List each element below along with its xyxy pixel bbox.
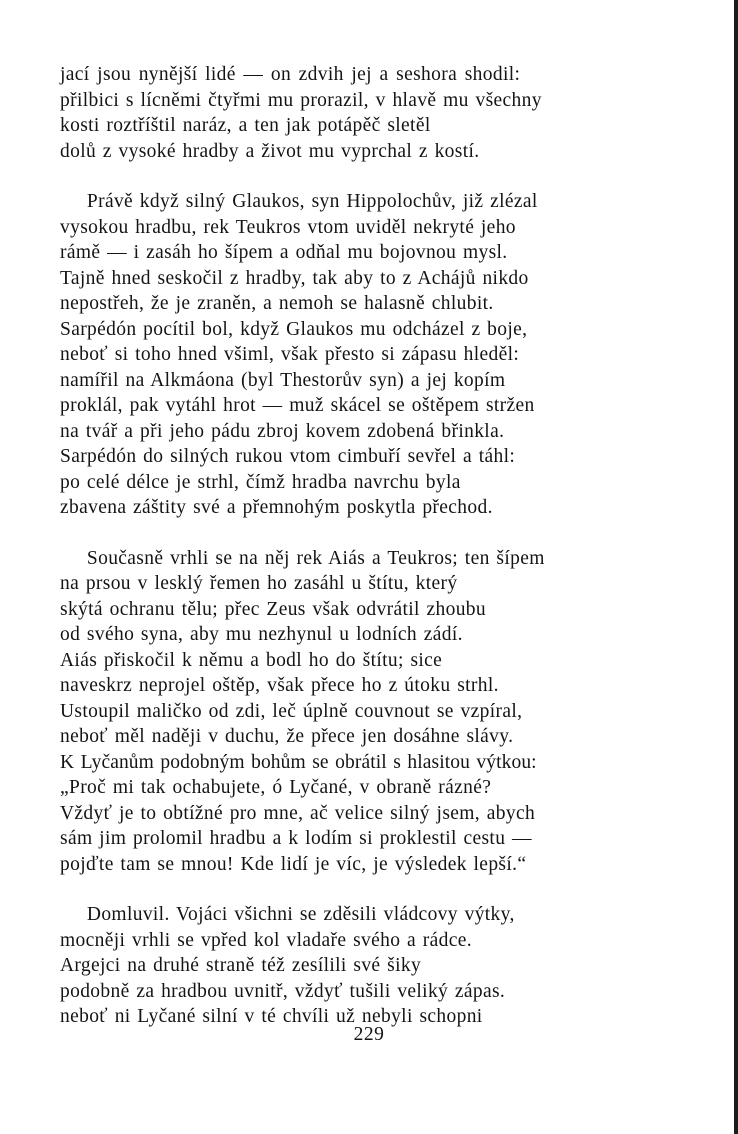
paragraph-4 <box>60 902 660 1030</box>
text-line: Aiás přiskočil k němu a bodl ho do štítu; sice <box>60 649 443 671</box>
paragraph-2 <box>60 189 660 521</box>
page-number: 229 <box>353 1024 385 1045</box>
text-line: vysokou hradbu, rek Teukros vtom uviděl nekryté jeho <box>60 216 516 238</box>
text-line: proklál, pak vytáhl hrot — muž skácel se oštěpem stržen <box>60 395 535 416</box>
text-line: od svého syna, aby mu nezhynul u lodních zádí. <box>60 624 463 645</box>
text-line: podobně za hradbou uvnitř, vždyť tušili veliký zápas. <box>60 980 506 1002</box>
text-line: nepostřeh, že je zraněn, a nemoh se halasně chlubit. <box>60 293 494 314</box>
text-line: K Lyčanům podobným bohům se obrátil s hlasitou výtkou: <box>60 751 537 773</box>
text-line: kosti roztříštil naráz, a ten jak potápěč sletěl <box>60 115 431 136</box>
text-line: Současně vrhli se na něj rek Aiás a Teukros; ten šípem <box>60 547 545 569</box>
text-line: zbavena záštity své a přemnohým poskytla přechod. <box>60 497 493 518</box>
paragraph-3 <box>60 546 660 878</box>
text-line: neboť ni Lyčané silní v té chvíli už nebyli schopni <box>60 1006 483 1027</box>
text-line: Tajně hned seskočil z hradby, tak aby to z Achájů nikdo <box>60 267 529 289</box>
text-line: Sarpédón do silných rukou vtom cimbuří sevřel a táhl: <box>60 446 516 467</box>
text-line: po celé délce je strhl, čímž hradba navrchu byla <box>60 471 461 493</box>
text-line: na prsou v lesklý řemen ho zasáhl u štítu, který <box>60 573 458 594</box>
text-line: neboť měl naději v duchu, že přece jen dosáhne slávy. <box>60 726 514 747</box>
text-line: „Proč mi tak ochabujete, ó Lyčané, v obraně rázné? <box>60 777 492 798</box>
paragraph-gap <box>60 877 660 902</box>
text-line: Vždyť je to obtížné pro mne, ač velice silný jsem, abych <box>60 802 536 824</box>
text-line: na tvář a při jeho pádu zbroj kovem zdobená břinkla. <box>60 420 505 442</box>
text-line: Domluvil. Vojáci všichni se zděsili vládcovy výtky, <box>60 904 515 925</box>
text-line: Právě když silný Glaukos, syn Hippolochův, již zlézal <box>60 191 538 212</box>
body-text <box>60 62 660 1030</box>
text-line: neboť si toho hned všiml, však přesto si zápasu hleděl: <box>60 344 520 365</box>
paragraph-gap <box>60 521 660 546</box>
text-line: mocněji vrhli se vpřed kol vladaře svého a rádce. <box>60 929 472 951</box>
text-line: namířil na Alkmáona (byl Thestorův syn) a jej kopím <box>60 369 506 391</box>
page-edge-shadow <box>734 0 738 1134</box>
text-line: Argejci na druhé straně též zesílili své šiky <box>60 955 422 976</box>
text-line: naveskrz neprojel oštěp, však přece ho z útoku strhl. <box>60 675 499 696</box>
text-line: rámě — i zasáh ho šípem a odňal mu bojovnou mysl. <box>60 242 508 263</box>
text-line: sám jim prolomil hradbu a k lodím si proklestil cestu — <box>60 828 532 849</box>
text-line: přilbici s lícněmi čtyřmi mu prorazil, v hlavě mu všechny <box>60 89 542 111</box>
text-line: pojďte tam se mnou! Kde lidí je víc, je výsledek lepší.“ <box>60 853 527 875</box>
text-line: Ustoupil maličko od zdi, leč úplně couvnout se vzpíral, <box>60 700 523 722</box>
text-line: Sarpédón pocítil bol, když Glaukos mu odcházel z boje, <box>60 318 528 340</box>
text-line: jací jsou nynější lidé — on zdvih jej a seshora shodil: <box>60 64 521 85</box>
paragraph-gap <box>60 164 660 189</box>
paragraph-1 <box>60 62 660 164</box>
text-line: dolů z vysoké hradby a život mu vyprchal z kostí. <box>60 140 480 162</box>
text-line: skýtá ochranu tělu; přec Zeus však odvrátil zhoubu <box>60 598 487 620</box>
